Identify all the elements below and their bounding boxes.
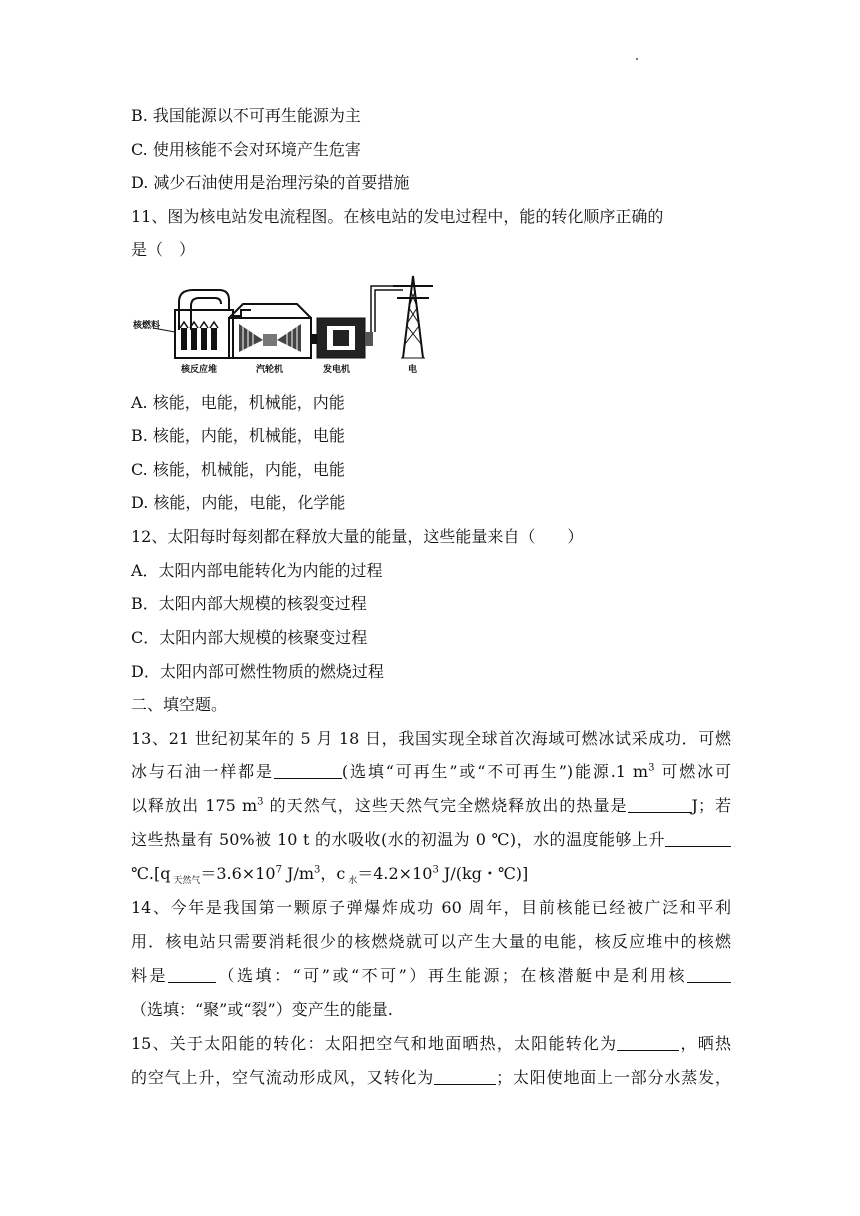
answer-blank[interactable] <box>434 1070 496 1085</box>
answer-blank[interactable] <box>168 968 216 983</box>
q10-option-b: B. 我国能源以不可再生能源为主 <box>131 106 361 125</box>
q12-stem: 12、太阳每时每刻都在释放大量的能量，这些能量来自（ ） <box>131 527 584 546</box>
q12-option-b: B．太阳内部大规模的核裂变过程 <box>131 594 367 613</box>
answer-blank[interactable] <box>687 968 731 983</box>
page-dot-mark <box>636 58 638 60</box>
generator-icon <box>317 318 373 358</box>
q13-line1: 13、21 世纪初某年的 5 月 18 日，我国实现全球首次海域可燃冰试采成功．可燃 <box>131 729 731 748</box>
q13-line3: 以释放出 175 $m^3$ 的天然气，这些天然气完全燃烧释放出的热量是 J；若 <box>131 796 731 815</box>
q14-line3: 料是 （选填：“可”或“不可”）再生能源；在核潜艇中是利用核 <box>131 966 731 986</box>
q10-option-d: D. 减少石油使用是治理污染的首要措施 <box>131 173 410 192</box>
q12-option-d: D．太阳内部可燃性物质的燃烧过程 <box>131 662 384 681</box>
q14-line2: 用．核电站只需要消耗很少的核燃烧就可以产生大量的电能，核反应堆中的核燃 <box>131 932 731 951</box>
q14-line1: 14、今年是我国第一颗原子弹爆炸成功 60 周年，目前核能已经被广泛和平利 <box>131 898 731 917</box>
q12-option-c: C．太阳内部大规模的核聚变过程 <box>131 628 368 647</box>
q14-line4: （选填：“聚”或“裂”）变产生的能量. <box>131 1000 393 1019</box>
label-nuclear-fuel: 核燃料 <box>133 321 161 331</box>
q12-option-a: A．太阳内部电能转化为内能的过程 <box>131 561 383 580</box>
label-generator: 发电机 <box>323 365 351 375</box>
label-reactor: 核反应堆 <box>181 365 218 375</box>
reactor-icon <box>153 290 233 358</box>
q11-option-d: D. 核能，内能，电能，化学能 <box>131 493 346 512</box>
answer-blank[interactable] <box>665 832 731 847</box>
q11-stem-line2: 是（ ） <box>131 240 196 259</box>
answer-blank[interactable] <box>274 764 342 779</box>
q13-line4: 这些热量有 50%被 10 t 的水吸收(水的初温为 0 ℃)，水的温度能够上升 <box>131 830 731 850</box>
q11-option-b: B. 核能，内能，机械能，电能 <box>131 426 345 445</box>
label-turbine: 汽轮机 <box>256 365 284 375</box>
answer-blank[interactable] <box>628 798 692 813</box>
answer-blank[interactable] <box>617 1036 679 1051</box>
pylon-icon <box>393 276 433 358</box>
nuclear-power-flow-diagram <box>131 270 441 380</box>
q11-option-c: C. 核能，机械能，内能，电能 <box>131 460 345 479</box>
label-electricity: 电 <box>408 365 418 375</box>
q11-option-a: A. 核能，电能，机械能，内能 <box>131 393 345 412</box>
q15-line1: 15、关于太阳能的转化：太阳把空气和地面晒热，太阳能转化为 ，晒热 <box>131 1034 731 1053</box>
q13-line2: 冰与石油一样都是 (选填“可再生”或“不可再生”)能源.1 $m^3$ 可燃冰可 <box>131 762 731 781</box>
q11-stem-line1: 11、图为核电站发电流程图。在核电站的发电过程中，能的转化顺序正确的 <box>131 207 664 226</box>
q15-line2: 的空气上升，空气流动形成风，又转化为 ；太阳使地面上一部分水蒸发， <box>131 1068 731 1087</box>
q13-line5: ℃.[q $_{天然气}=3.6\times 10^7$ $J/m^3$，c $_水=4.2\times 10^3$ J/(kg・℃)] <box>131 864 529 887</box>
section-title-fill-in: 二、填空题。 <box>131 695 228 714</box>
q10-option-c: C. 使用核能不会对环境产生危害 <box>131 140 361 159</box>
